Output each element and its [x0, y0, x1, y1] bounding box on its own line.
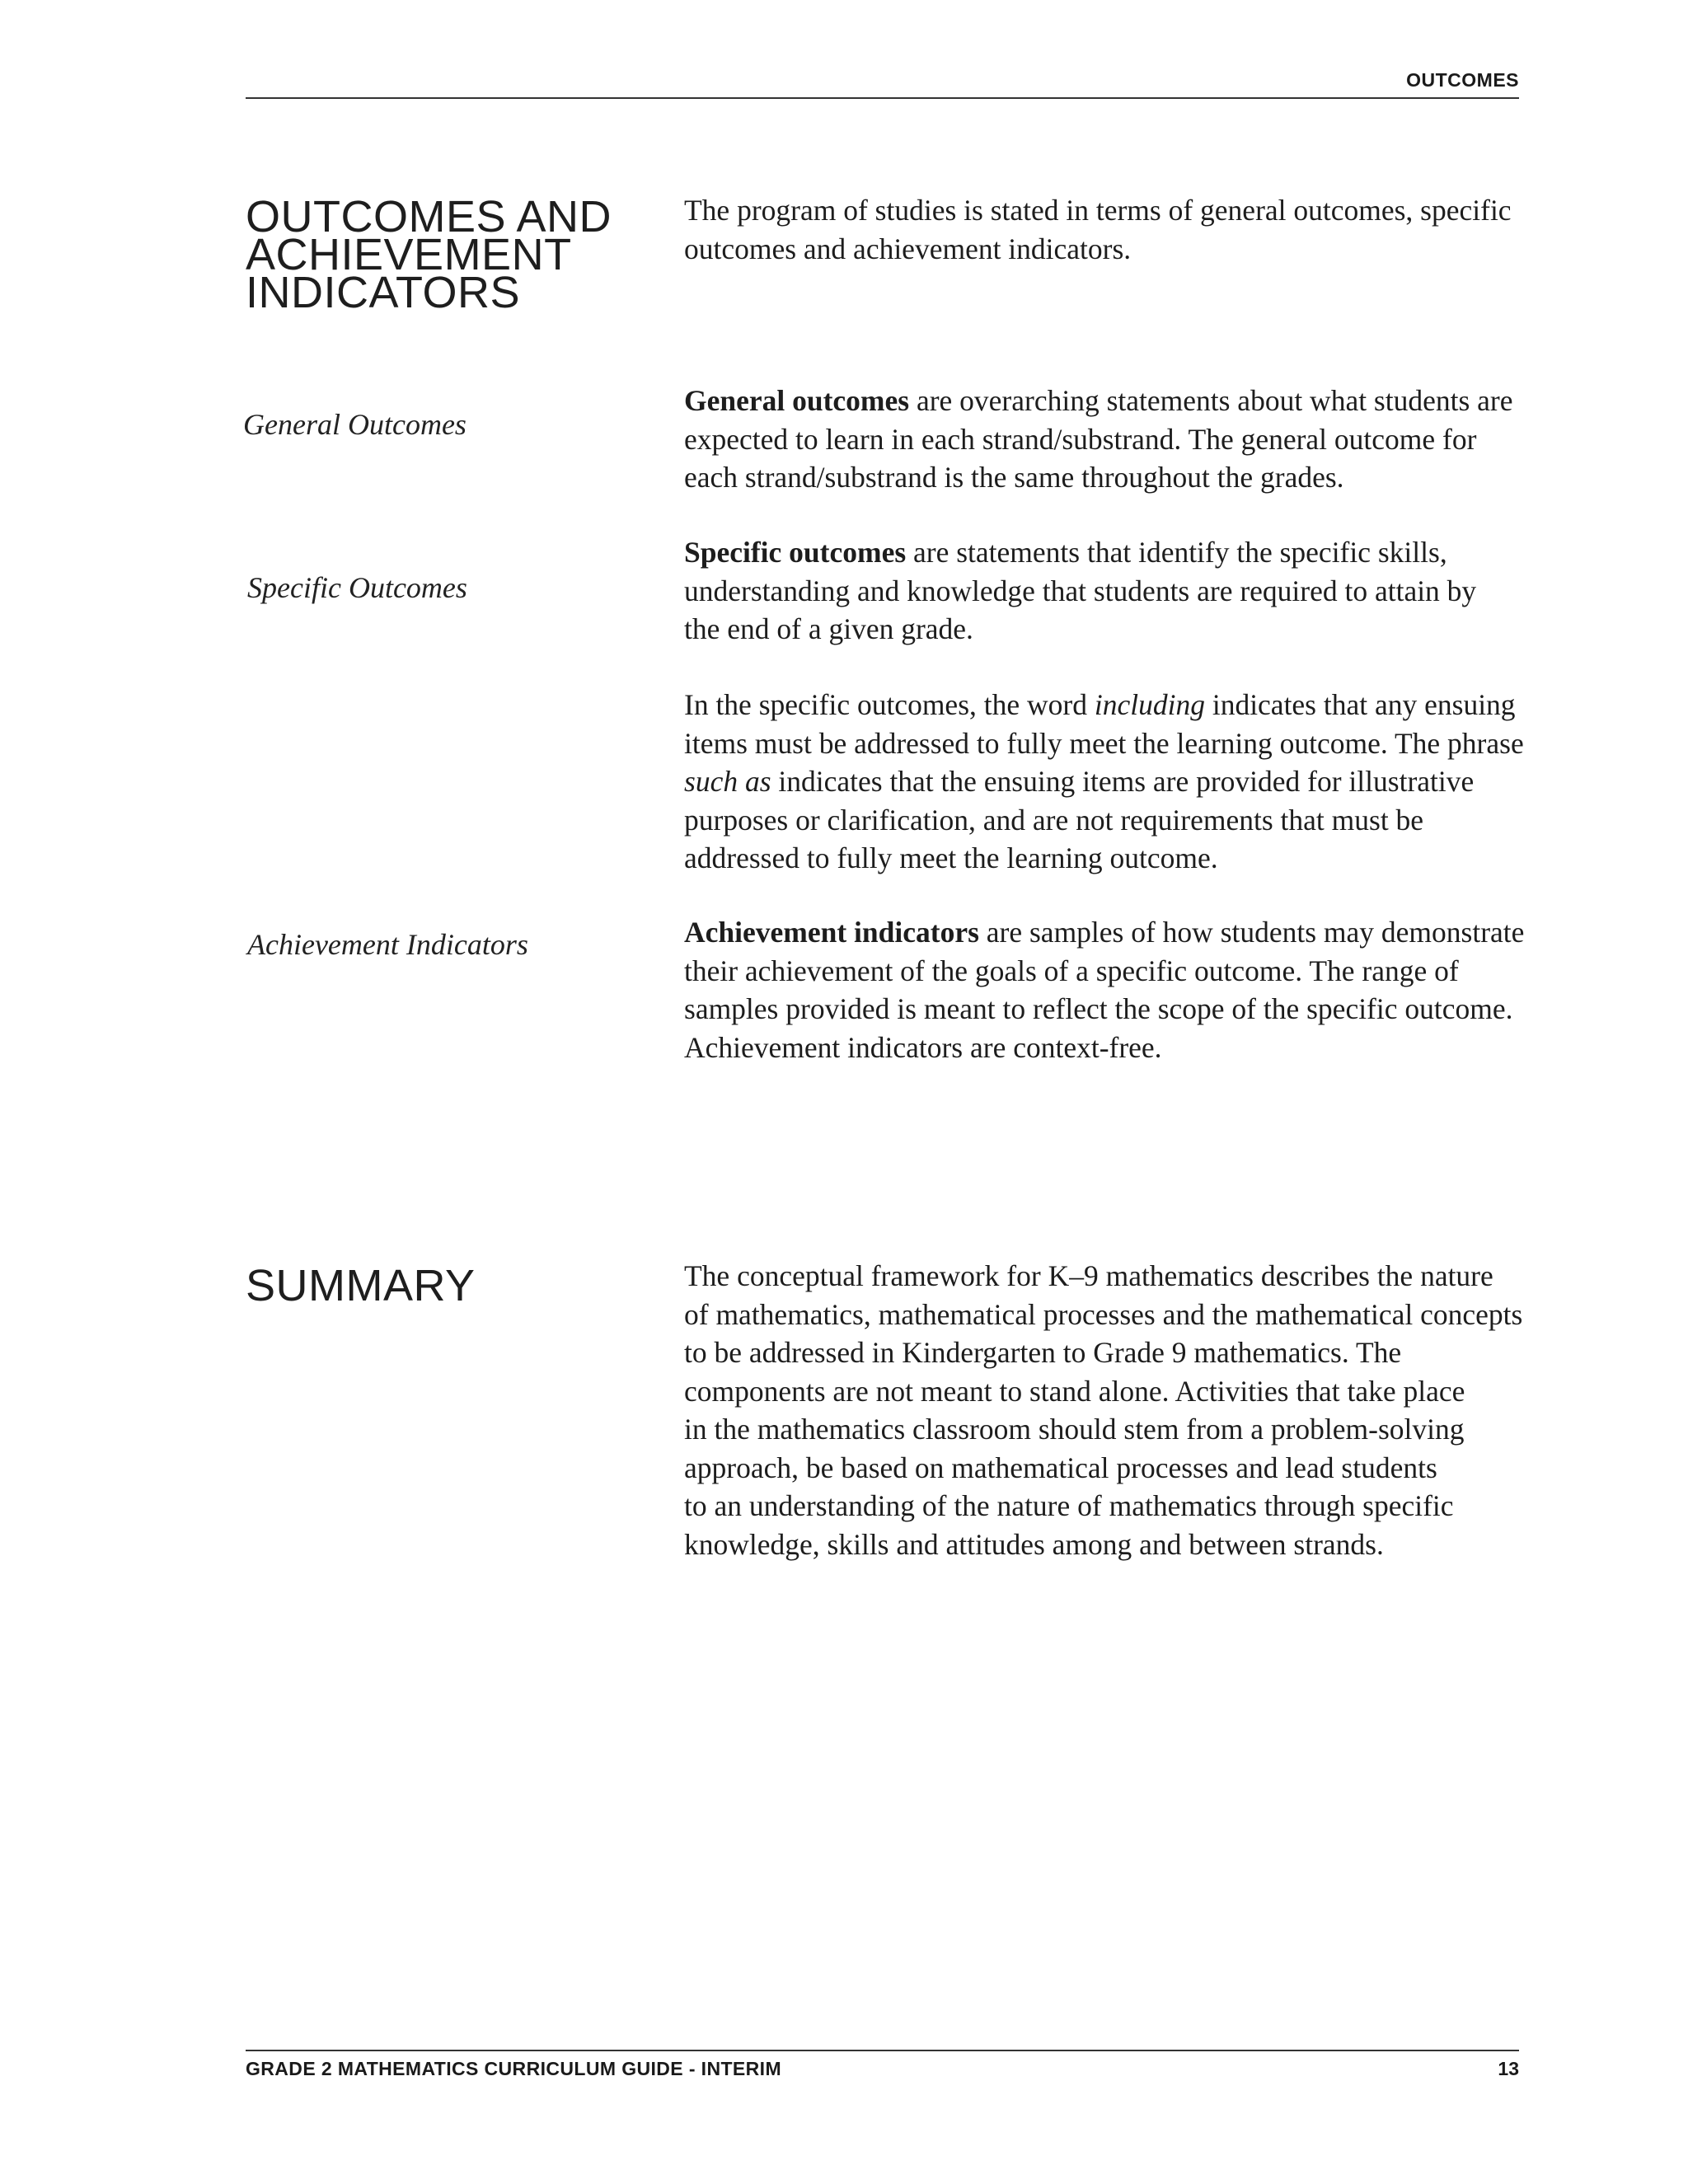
outcomes-heading [246, 192, 625, 317]
achievement-indicators-line: their achievement of the goals of a specific outcome. The range of [684, 954, 1459, 987]
footer-page-number: 13 [1498, 2058, 1519, 2079]
including-note-line [684, 762, 1525, 801]
achievement-indicators-text: are samples of how students may demonstrate [978, 916, 1525, 949]
summary-line: to be addressed in Kindergarten to Grade 9 mathematics. The [684, 1336, 1402, 1369]
summary-line: approach, be based on mathematical processes and lead students [684, 1451, 1437, 1484]
general-outcomes-line: each strand/substrand is the same throughout the grades. [684, 461, 1344, 494]
including-note-line: purposes or clarification, and are not requirements that must be [684, 803, 1424, 837]
achievement-indicators-line: samples provided is meant to reflect the scope of the specific outcome. [684, 992, 1513, 1025]
intro-line: outcomes and achievement indicators. [684, 232, 1132, 265]
intro-paragraph [684, 191, 1525, 268]
including-term: including [1094, 688, 1205, 721]
summary-heading: SUMMARY [246, 1261, 476, 1310]
achievement-indicators-line: Achievement indicators are context-free. [684, 1030, 1162, 1064]
header-section-label: OUTCOMES [1406, 69, 1519, 91]
footer-document-title: GRADE 2 MATHEMATICS CURRICULUM GUIDE - INTERIM [246, 2058, 782, 2079]
general-outcomes-term: General outcomes [684, 384, 910, 417]
side-label-general-outcomes: General Outcomes [243, 408, 467, 441]
summary-line: components are not meant to stand alone. Activities that take place [684, 1374, 1465, 1408]
specific-outcomes-text: are statements that identify the specific skills, [906, 536, 1447, 569]
outcomes-heading-line: OUTCOMES AND [246, 192, 612, 241]
specific-outcomes-line [684, 533, 1525, 572]
summary-line: to an understanding of the nature of mathematics through specific [684, 1489, 1454, 1522]
such-as-term: such as [684, 765, 771, 798]
outcomes-heading-line: ACHIEVEMENT [246, 230, 572, 279]
achievement-indicators-line [684, 913, 1525, 952]
running-header [246, 66, 1519, 99]
summary-line: in the mathematics classroom should stem from a problem-solving [684, 1413, 1465, 1446]
specific-outcomes-line: understanding and knowledge that students are required to attain by [684, 574, 1477, 607]
side-label-specific-outcomes: Specific Outcomes [247, 571, 467, 604]
including-note-text: indicates that the ensuing items are provided for illustrative [771, 765, 1475, 798]
general-outcomes-line [684, 382, 1525, 420]
running-footer [246, 2050, 1519, 2084]
specific-outcomes-line: the end of a given grade. [684, 612, 973, 645]
including-note-text: indicates that any ensuing [1204, 688, 1516, 721]
specific-outcomes-term: Specific outcomes [684, 536, 907, 569]
general-outcomes-line: expected to learn in each strand/substrand. The general outcome for [684, 422, 1477, 456]
achievement-indicators-term: Achievement indicators [684, 916, 979, 949]
side-label-achievement-indicators: Achievement Indicators [247, 928, 528, 961]
achievement-indicators-paragraph [684, 913, 1525, 1066]
summary-line: of mathematics, mathematical processes and the mathematical concepts [684, 1297, 1523, 1331]
including-note-line: addressed to fully meet the learning outcome. [684, 841, 1218, 874]
including-note-line: items must be addressed to fully meet the learning outcome. The phrase [684, 726, 1524, 760]
including-note-text: In the specific outcomes, the word [684, 688, 1095, 721]
summary-paragraph [684, 1257, 1525, 1563]
general-outcomes-text: are overarching statements about what students are [909, 384, 1513, 417]
general-outcomes-paragraph [684, 382, 1525, 497]
including-note-paragraph [684, 686, 1525, 878]
outcomes-heading-line: INDICATORS [246, 268, 521, 317]
intro-line: The program of studies is stated in terms of general outcomes, specific [684, 194, 1512, 227]
specific-outcomes-paragraph [684, 533, 1525, 649]
including-note-line [684, 686, 1525, 724]
summary-line: knowledge, skills and attitudes among and between strands. [684, 1527, 1384, 1561]
summary-line: The conceptual framework for K–9 mathematics describes the nature [684, 1259, 1493, 1292]
